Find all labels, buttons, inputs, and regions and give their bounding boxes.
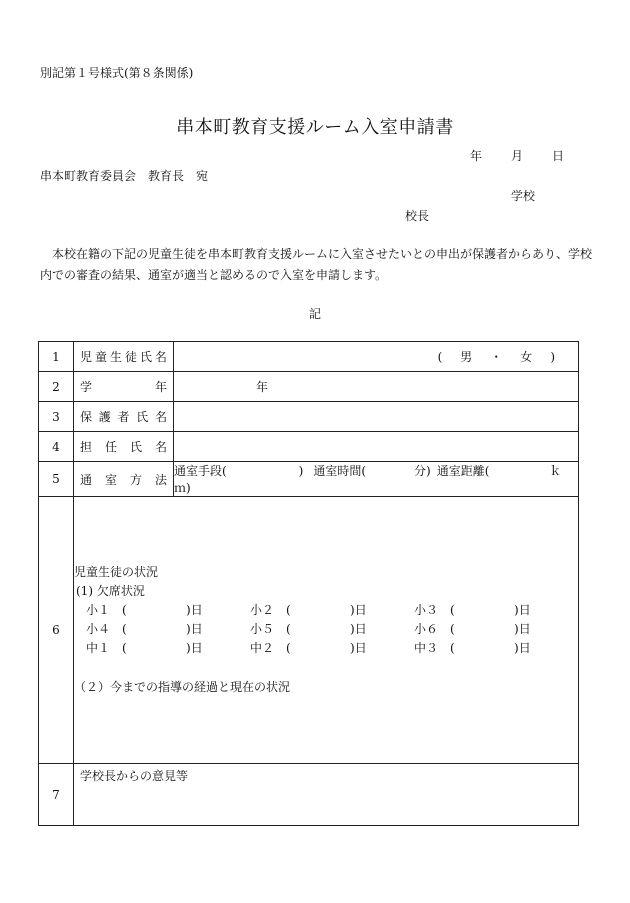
date-day: 日 <box>552 149 565 163</box>
row-number: 2 <box>39 372 74 402</box>
days-unit: 日 <box>354 622 367 636</box>
label-char: 名 <box>154 350 167 364</box>
label-char: 護 <box>98 410 111 424</box>
grade-label: 中１ <box>86 641 111 655</box>
label-char: 保 <box>80 410 93 424</box>
date-month: 月 <box>511 149 524 163</box>
open-paren: ( <box>286 641 291 655</box>
student-status-heading: 児童生徒の状況 <box>74 565 159 579</box>
row-student-status <box>39 497 579 764</box>
gender-open-paren: ( <box>437 350 443 364</box>
gender-male[interactable]: 男 <box>460 350 473 364</box>
student-status-section[interactable] <box>74 497 579 764</box>
label-char: 室 <box>104 472 117 487</box>
principal-opinion-heading: 学校長からの意見等 <box>80 769 189 783</box>
close-paren: ) <box>186 603 191 617</box>
commute-means[interactable]: 通室手段( ) <box>174 464 304 478</box>
days-unit: 日 <box>190 622 203 636</box>
open-paren: ( <box>122 622 127 636</box>
close-paren: ) <box>514 641 519 655</box>
close-paren: ) <box>514 622 519 636</box>
commute-method-field[interactable] <box>174 462 579 497</box>
gender-selector[interactable] <box>429 348 578 365</box>
date-year: 年 <box>470 149 483 163</box>
label-char: 氏 <box>139 350 152 364</box>
row-guardian-name <box>39 402 579 432</box>
days-unit: 日 <box>190 603 203 617</box>
application-statement: 本校在籍の下記の児童生徒を串本町教育支援ルームに入室させたいとの申出が保護者からあり、学校内での審査の結果、通室が適当と認めるので入室を申請します。 <box>40 247 593 282</box>
commute-method-label <box>74 462 174 497</box>
form-number: 別記第１号様式(第８条関係) <box>40 66 194 80</box>
principal-label: 校長 <box>405 209 430 223</box>
open-paren: ( <box>450 603 455 617</box>
close-paren: ) <box>186 641 191 655</box>
recipient: 串本町教育委員会 教育長 宛 <box>40 169 209 183</box>
label-char: 年 <box>154 380 167 394</box>
attendance-row <box>74 639 578 658</box>
close-paren: ) <box>186 622 191 636</box>
grade-label: 小１ <box>86 603 111 617</box>
row-teacher-name <box>39 432 579 462</box>
student-name-field[interactable] <box>174 342 579 372</box>
label-char: 学 <box>80 380 93 394</box>
row-student-name <box>39 342 579 372</box>
label-char: 生 <box>109 350 122 364</box>
row-number: 3 <box>39 402 74 432</box>
row-number: 7 <box>39 764 74 826</box>
label-char: 通 <box>80 472 93 487</box>
date-line <box>470 147 564 164</box>
attendance-cell[interactable] <box>414 601 578 620</box>
days-unit: 日 <box>518 603 531 617</box>
teacher-name-label <box>74 432 174 462</box>
attendance-cell[interactable] <box>414 620 578 639</box>
attendance-cell[interactable] <box>86 601 250 620</box>
gender-separator: ・ <box>490 350 503 364</box>
label-char: 方 <box>129 472 142 487</box>
close-paren: ) <box>514 603 519 617</box>
open-paren: ( <box>122 641 127 655</box>
label-char: 徒 <box>124 350 137 364</box>
open-paren: ( <box>286 622 291 636</box>
student-name-label <box>74 342 174 372</box>
row-grade <box>39 372 579 402</box>
close-paren: ) <box>350 622 355 636</box>
row-principal-opinion <box>39 764 579 826</box>
label-char: 氏 <box>136 410 149 424</box>
row-number: 6 <box>39 497 74 764</box>
open-paren: ( <box>450 622 455 636</box>
teacher-name-field[interactable] <box>174 432 579 462</box>
grade-label: 小５ <box>250 622 275 636</box>
days-unit: 日 <box>354 641 367 655</box>
grade-label: 中３ <box>414 641 439 655</box>
grade-field[interactable] <box>174 372 579 402</box>
label-char: 担 <box>80 440 93 454</box>
attendance-heading: (1) 欠席状況 <box>76 584 145 598</box>
open-paren: ( <box>450 641 455 655</box>
attendance-row <box>74 620 578 639</box>
label-char: 童 <box>94 350 107 364</box>
school-label: 学校 <box>511 189 536 203</box>
label-char: 氏 <box>129 440 142 454</box>
label-char: 児 <box>80 350 93 364</box>
label-char: 名 <box>154 410 167 424</box>
label-char: 名 <box>154 440 167 454</box>
application-items-table <box>38 341 579 826</box>
attendance-row <box>74 601 578 620</box>
row-number: 5 <box>39 462 74 497</box>
close-paren: ) <box>350 641 355 655</box>
guardian-name-field[interactable] <box>174 402 579 432</box>
guidance-heading: （２）今までの指導の経過と現在の状況 <box>74 680 291 694</box>
attendance-cell[interactable] <box>414 639 578 658</box>
grade-unit: 年 <box>256 380 269 394</box>
grade-label: 小２ <box>250 603 275 617</box>
open-paren: ( <box>286 603 291 617</box>
principal-opinion-section[interactable] <box>74 764 579 826</box>
days-unit: 日 <box>190 641 203 655</box>
open-paren: ( <box>122 603 127 617</box>
ki-heading: 記 <box>308 307 321 321</box>
gender-close-paren: ) <box>550 350 555 364</box>
close-paren: ) <box>350 603 355 617</box>
grade-label: 小３ <box>414 603 439 617</box>
document-title: 串本町教育支援ルーム入室申請書 <box>176 117 454 138</box>
attendance-cell[interactable] <box>86 639 250 658</box>
row-number: 1 <box>39 342 74 372</box>
row-number: 4 <box>39 432 74 462</box>
days-unit: 日 <box>354 603 367 617</box>
days-unit: 日 <box>518 622 531 636</box>
attendance-cell[interactable] <box>250 639 414 658</box>
label-char: 法 <box>154 472 167 487</box>
gender-female[interactable]: 女 <box>520 350 533 364</box>
row-commute-method <box>39 462 579 497</box>
commute-distance[interactable]: 通室距離( ｋｍ) <box>174 464 562 495</box>
label-char: 者 <box>117 410 130 424</box>
grade-label: 中２ <box>250 641 275 655</box>
label-char: 任 <box>104 440 117 454</box>
grade-label: 小４ <box>86 622 111 636</box>
grade-label <box>74 372 174 402</box>
commute-time[interactable]: 通室時間( 分) <box>313 464 431 478</box>
guardian-name-label <box>74 402 174 432</box>
days-unit: 日 <box>518 641 531 655</box>
attendance-cell[interactable] <box>86 620 250 639</box>
attendance-cell[interactable] <box>250 601 414 620</box>
attendance-cell[interactable] <box>250 620 414 639</box>
grade-label: 小６ <box>414 622 439 636</box>
